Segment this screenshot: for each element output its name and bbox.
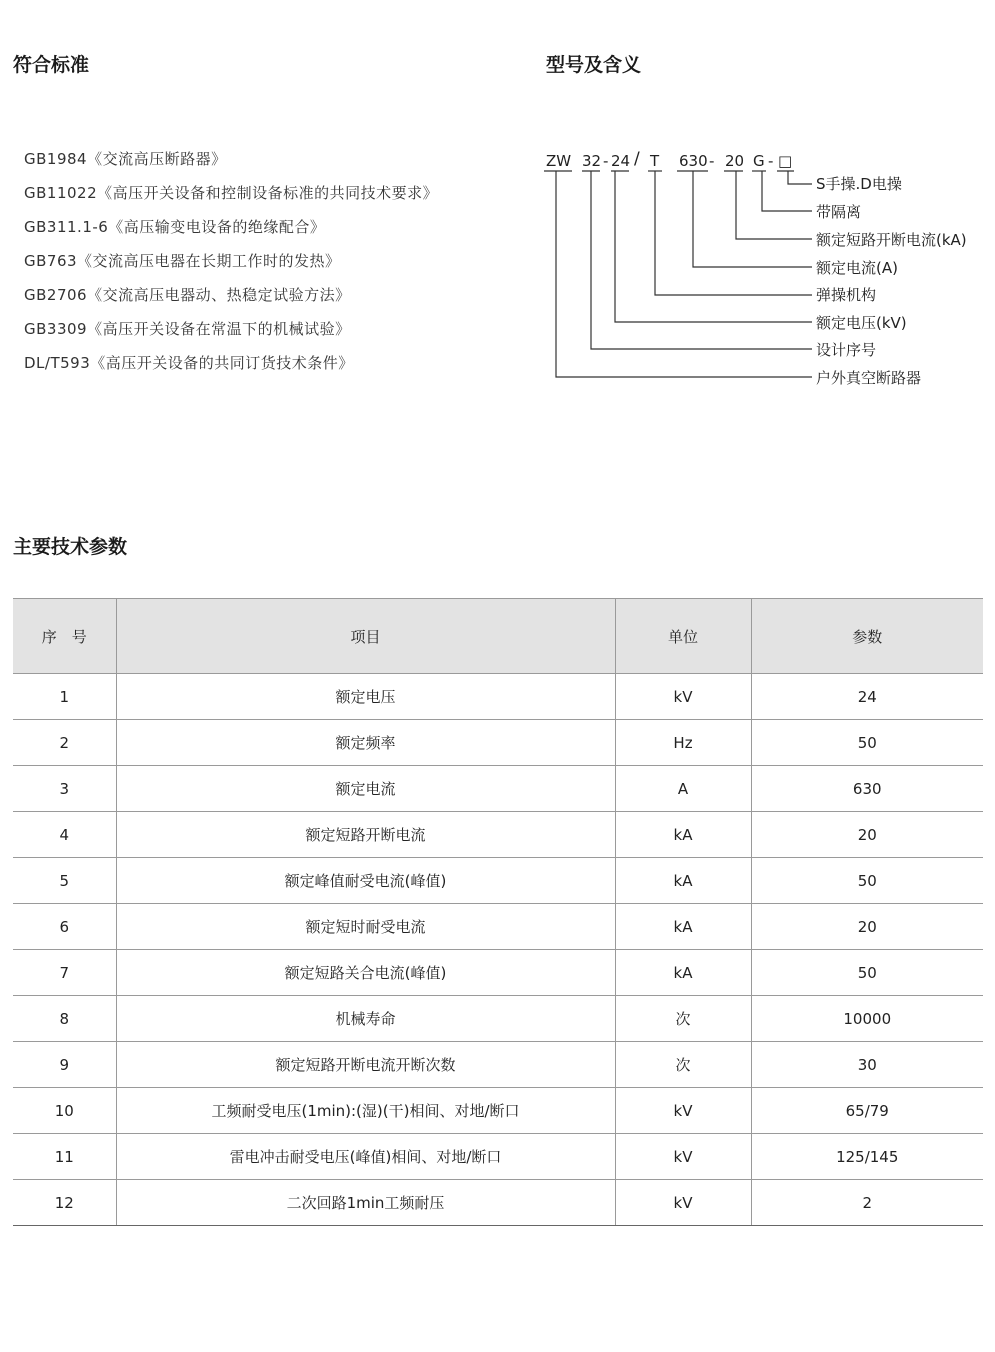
cell-value: 125/145: [751, 1134, 983, 1180]
code-part-t: T: [650, 152, 660, 170]
standard-item: DL/T593《高压开关设备的共同订货技术条件》: [24, 354, 354, 372]
cell-item: 工频耐受电压(1min):(湿)(干)相间、对地/断口: [116, 1088, 615, 1134]
cell-value: 10000: [751, 996, 983, 1042]
code-part-24: 24: [611, 152, 631, 170]
standards-heading: 符合标准: [13, 54, 90, 76]
cell-value: 2: [751, 1180, 983, 1226]
model-code-diagram: [540, 140, 990, 400]
cell-item: 二次回路1min工频耐压: [116, 1180, 615, 1226]
cell-item: 额定电流: [116, 766, 615, 812]
cell-serial: 10: [13, 1088, 116, 1134]
table-row: [13, 766, 983, 812]
cell-unit: kV: [615, 1134, 751, 1180]
connector-operation: [788, 171, 812, 184]
connector-outdoor-vacuum: [556, 171, 812, 377]
table-header-row: [13, 599, 983, 674]
standard-item: GB1984《交流高压断路器》: [24, 150, 227, 168]
header-unit: 单位: [615, 599, 751, 674]
standard-item: GB2706《交流高压电器动、热稳定试验方法》: [24, 286, 351, 304]
cell-value: 24: [751, 674, 983, 720]
cell-item: 雷电冲击耐受电压(峰值)相间、对地/断口: [116, 1134, 615, 1180]
meaning-isolation: 带隔离: [816, 203, 862, 221]
cell-value: 20: [751, 904, 983, 950]
standard-item: GB311.1-6《高压输变电设备的绝缘配合》: [24, 218, 326, 236]
parameters-heading: 主要技术参数: [13, 536, 128, 558]
cell-unit: kA: [615, 812, 751, 858]
cell-item: 额定短路开断电流开断次数: [116, 1042, 615, 1088]
cell-item: 机械寿命: [116, 996, 615, 1042]
code-part-630: 630: [679, 152, 708, 170]
cell-unit: kV: [615, 674, 751, 720]
standard-item: GB763《交流高压电器在长期工作时的发热》: [24, 252, 341, 270]
parameters-table: [13, 598, 983, 1226]
cell-serial: 2: [13, 720, 116, 766]
cell-serial: 8: [13, 996, 116, 1042]
cell-serial: 5: [13, 858, 116, 904]
table-row: [13, 1088, 983, 1134]
table-row: [13, 1134, 983, 1180]
table-row: [13, 904, 983, 950]
meaning-operation: S手操.D电操: [816, 175, 902, 193]
cell-serial: 12: [13, 1180, 116, 1226]
code-part-20: 20: [725, 152, 745, 170]
header-value: 参数: [751, 599, 983, 674]
table-row: [13, 674, 983, 720]
meaning-design-serial: 设计序号: [816, 341, 877, 359]
meaning-outdoor-vacuum: 户外真空断路器: [816, 369, 922, 387]
code-part-zw: ZW: [546, 152, 572, 170]
cell-item: 额定短路关合电流(峰值): [116, 950, 615, 996]
code-part-32: 32: [582, 152, 602, 170]
cell-serial: 1: [13, 674, 116, 720]
table-row: [13, 1180, 983, 1226]
cell-serial: 6: [13, 904, 116, 950]
cell-item: 额定短路开断电流: [116, 812, 615, 858]
connector-breaking-current: [736, 171, 812, 239]
cell-serial: 11: [13, 1134, 116, 1180]
cell-value: 50: [751, 720, 983, 766]
table-row: [13, 812, 983, 858]
cell-unit: kA: [615, 858, 751, 904]
table-row: [13, 996, 983, 1042]
table-row: [13, 858, 983, 904]
cell-value: 630: [751, 766, 983, 812]
standards-list: [24, 148, 438, 386]
code-part-dash: -: [603, 152, 609, 170]
code-part-dash: -: [709, 152, 715, 170]
model-heading: 型号及含义: [546, 54, 642, 76]
cell-unit: kA: [615, 904, 751, 950]
cell-unit: 次: [615, 996, 751, 1042]
connector-rated-current: [693, 171, 812, 267]
connector-rated-voltage: [615, 171, 812, 322]
cell-value: 30: [751, 1042, 983, 1088]
cell-unit: kV: [615, 1180, 751, 1226]
cell-value: 50: [751, 858, 983, 904]
standard-item: GB11022《高压开关设备和控制设备标准的共同技术要求》: [24, 184, 439, 202]
code-part-slash: /: [634, 149, 640, 169]
cell-serial: 3: [13, 766, 116, 812]
table-row: [13, 950, 983, 996]
header-item: 项目: [116, 599, 615, 674]
code-part-box: □: [778, 152, 793, 170]
cell-value: 50: [751, 950, 983, 996]
code-part-g: G: [753, 152, 765, 170]
cell-item: 额定电压: [116, 674, 615, 720]
cell-item: 额定峰值耐受电流(峰值): [116, 858, 615, 904]
table-row: [13, 720, 983, 766]
cell-serial: 9: [13, 1042, 116, 1088]
cell-unit: kA: [615, 950, 751, 996]
meaning-rated-voltage: 额定电压(kV): [816, 314, 907, 332]
cell-value: 20: [751, 812, 983, 858]
cell-item: 额定频率: [116, 720, 615, 766]
meaning-breaking-current: 额定短路开断电流(kA): [816, 231, 967, 249]
cell-serial: 7: [13, 950, 116, 996]
header-serial: 序 号: [13, 599, 116, 674]
meaning-rated-current: 额定电流(A): [816, 259, 898, 277]
cell-value: 65/79: [751, 1088, 983, 1134]
cell-unit: Hz: [615, 720, 751, 766]
table-row: [13, 1042, 983, 1088]
meaning-spring-mechanism: 弹操机构: [816, 286, 877, 304]
cell-unit: A: [615, 766, 751, 812]
standard-item: GB3309《高压开关设备在常温下的机械试验》: [24, 320, 351, 338]
cell-serial: 4: [13, 812, 116, 858]
cell-unit: kV: [615, 1088, 751, 1134]
connector-isolation: [762, 171, 812, 211]
cell-item: 额定短时耐受电流: [116, 904, 615, 950]
code-part-dash: -: [768, 152, 774, 170]
connector-spring-mechanism: [655, 171, 812, 295]
cell-unit: 次: [615, 1042, 751, 1088]
